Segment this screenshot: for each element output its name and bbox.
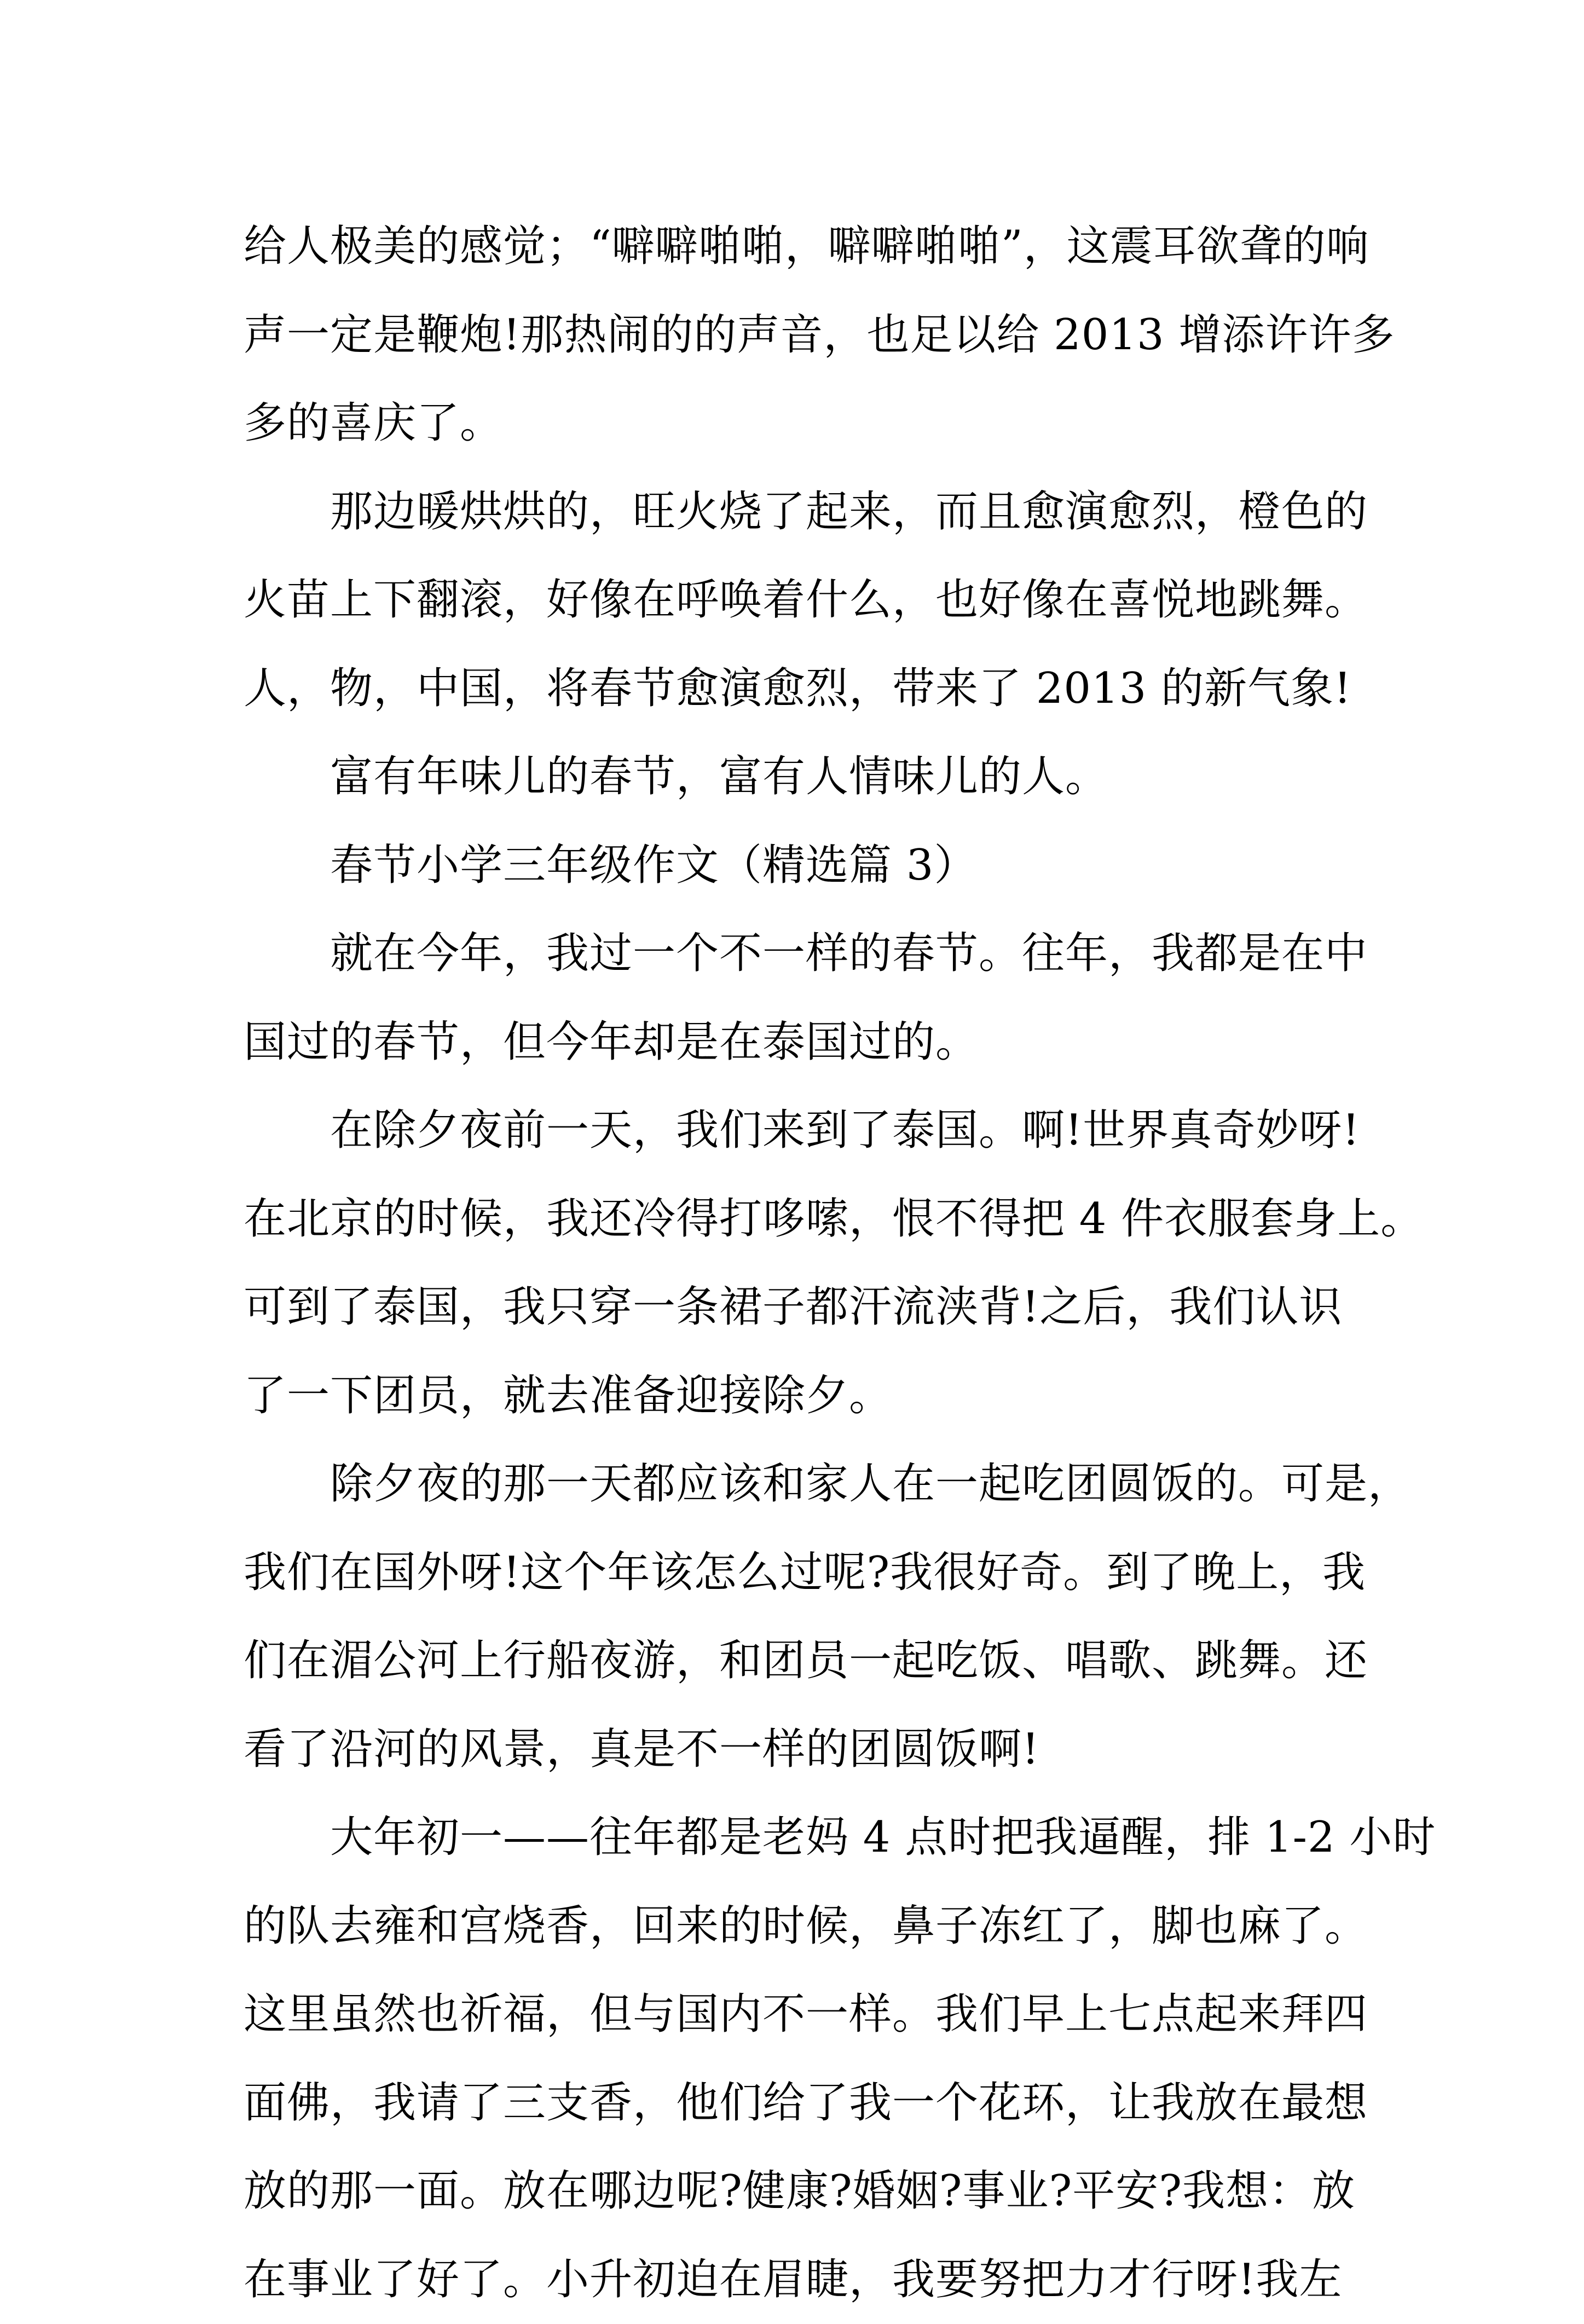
text-line: 在事业了好了。小升初迫在眉睫，我要努把力才行呀!我左 <box>244 2236 1349 2324</box>
text-line: 给人极美的感觉；“噼噼啪啪，噼噼啪啪”，这震耳欲聋的响 <box>244 203 1349 291</box>
text-line: 的队去雍和宫烧香，回来的时候，鼻子冻红了，脚也麻了。 <box>244 1882 1349 1971</box>
text-line: 火苗上下翻滚，好像在呼唤着什么，也好像在喜悦地跳舞。 <box>244 556 1349 645</box>
text-line: 我们在国外呀!这个年该怎么过呢?我很好奇。到了晚上，我 <box>244 1529 1349 1617</box>
text-line: 们在湄公河上行船夜游，和团员一起吃饭、唱歌、跳舞。还 <box>244 1617 1349 1706</box>
text-line: 人，物，中国，将春节愈演愈烈，带来了 2013 的新气象! <box>244 645 1349 733</box>
text-line: 可到了泰国，我只穿一条裙子都汗流浃背!之后，我们认识 <box>244 1263 1349 1352</box>
text-line: 了一下团员，就去准备迎接除夕。 <box>244 1352 1349 1441</box>
text-line: 国过的春节，但今年却是在泰国过的。 <box>244 998 1349 1087</box>
article-body <box>244 203 1349 2324</box>
section-heading: 春节小学三年级作文（精选篇 3） <box>244 822 1349 910</box>
text-line: 多的喜庆了。 <box>244 379 1349 468</box>
text-line: 富有年味儿的春节，富有人情味儿的人。 <box>244 733 1349 822</box>
text-line: 声一定是鞭炮!那热闹的的声音，也足以给 2013 增添许许多 <box>244 291 1349 380</box>
text-line: 放的那一面。放在哪边呢?健康?婚姻?事业?平安?我想：放 <box>244 2147 1349 2236</box>
text-line: 除夕夜的那一天都应该和家人在一起吃团圆饭的。可是， <box>244 1440 1349 1529</box>
text-line: 在除夕夜前一天，我们来到了泰国。啊!世界真奇妙呀! <box>244 1086 1349 1175</box>
text-line: 面佛，我请了三支香，他们给了我一个花环，让我放在最想 <box>244 2059 1349 2148</box>
text-line: 这里虽然也祈福，但与国内不一样。我们早上七点起来拜四 <box>244 1970 1349 2059</box>
text-line: 大年初一——往年都是老妈 4 点时把我逼醒，排 1-2 小时 <box>244 1794 1349 1882</box>
text-line: 看了沿河的风景，真是不一样的团圆饭啊! <box>244 1706 1349 1794</box>
text-line: 就在今年，我过一个不一样的春节。往年，我都是在中 <box>244 910 1349 998</box>
text-line: 在北京的时候，我还冷得打哆嗦，恨不得把 4 件衣服套身上。 <box>244 1175 1349 1264</box>
text-line: 那边暖烘烘的，旺火烧了起来，而且愈演愈烈，橙色的 <box>244 468 1349 557</box>
